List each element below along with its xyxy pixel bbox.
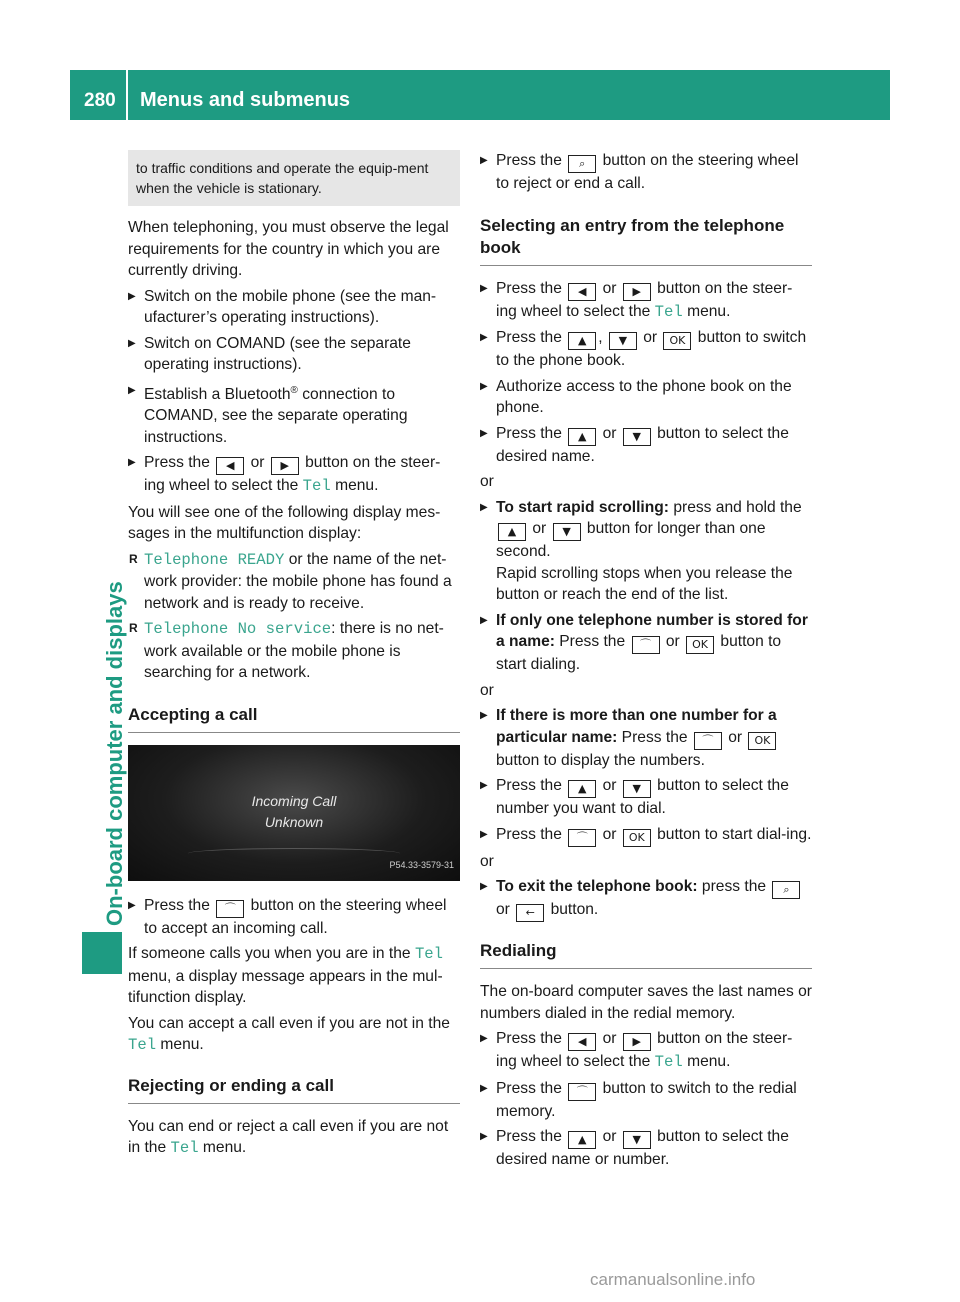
side-label-text: On-board computer and displays — [102, 581, 127, 926]
ok-icon: OK — [686, 636, 714, 654]
step-exit-phone-book: ▶ To exit the telephone book: press the ⌕ or ← button. — [480, 876, 812, 922]
step-reject-call: ▶ Press the ⌕ button on the steering wheel to reject or end a call. — [480, 150, 812, 195]
left-arrow-icon: ◀ — [216, 457, 244, 475]
notice-box: to traffic conditions and operate the equip-ment when the vehicle is stationary. — [128, 150, 460, 206]
incoming-call-screen — [128, 745, 460, 881]
right-arrow-icon: ▶ — [623, 1033, 651, 1051]
phone-icon: ⌒ — [694, 732, 722, 750]
section-title: Menus and submenus — [140, 89, 351, 111]
left-arrow-icon: ◀ — [568, 283, 596, 301]
step-pb-select-tel: ▶ Press the ◀ or ▶ button on the steer-ing wheel to select the Tel menu. — [480, 278, 812, 324]
side-label — [82, 548, 127, 926]
step-switch-phone: ▶ Switch on the mobile phone (see the man-ufacturer’s operating instructions). — [128, 286, 460, 329]
ok-icon: OK — [663, 332, 691, 350]
step-more-numbers: ▶ If there is more than one number for a particular name: Press the ⌒ or OK button to display the numbers. — [480, 705, 812, 771]
display-messages-text: You will see one of the following display mes-sages in the multifunction display: — [128, 503, 441, 543]
down-arrow-icon: ▼ — [553, 523, 581, 541]
screen-glow — [188, 848, 400, 859]
step-switch-phone-book: ▶ Press the ▲ , ▼ or OK button to switch to the phone book. — [480, 327, 812, 372]
step-select-number: ▶ Press the ▲ or ▼ button to select the number you want to dial. — [480, 775, 812, 820]
page-number: 280 — [84, 90, 116, 111]
step-switch-comand: ▶ Switch on COMAND (see the separate operating instructions). — [128, 333, 460, 376]
back-icon: ← — [516, 904, 544, 922]
step-rapid-scrolling: ▶ To start rapid scrolling: press and hold the ▲ or ▼ button for longer than one second. Rapid scrolling stops when you release the button or reach the end of the list. — [480, 497, 812, 606]
phone-icon: ⌒ — [568, 1083, 596, 1101]
bullet-no-service: R Telephone No service: there is no net-work available or the mobile phone is searching for a network. — [128, 618, 460, 684]
incoming-call-label: Incoming Call — [251, 792, 337, 809]
hangup-icon: ⌕ — [568, 155, 596, 173]
step-authorize: ▶ Authorize access to the phone book on the phone. — [480, 376, 812, 419]
caller-name-label: Unknown — [264, 813, 324, 830]
ok-icon: OK — [748, 732, 776, 750]
image-code: P54.33-3579-31 — [389, 860, 454, 871]
down-arrow-icon: ▼ — [623, 780, 651, 798]
right-column — [480, 150, 812, 1175]
step-select-name: ▶ Press the ▲ or ▼ button to select the desired name. — [480, 423, 812, 468]
phone-icon: ⌒ — [216, 900, 244, 918]
reject-text: You can end or reject a call even if you are not in the Tel menu. — [128, 1117, 449, 1158]
bullet-telephone-ready: R Telephone READY or the name of the net-work provider: the mobile phone has found a network and is ready to receive. — [128, 549, 460, 615]
heading-accepting-call: Accepting a call — [128, 704, 460, 733]
heading-phone-book: Selecting an entry from the telephone book — [480, 215, 812, 266]
intro-text: When telephoning, you must observe the legal requirements for the country in which you are currently driving. — [128, 219, 449, 279]
step-bluetooth: ▶ Establish a Bluetooth® connection to COMAND, see the separate operating instructions. — [128, 380, 460, 449]
hangup-icon: ⌕ — [772, 881, 800, 899]
step-one-number: ▶ If only one telephone number is stored for a name: Press the ⌒ or OK button to start dialing. — [480, 610, 812, 676]
down-arrow-icon: ▼ — [623, 1131, 651, 1149]
or-separator: or — [480, 473, 494, 490]
phone-icon: ⌒ — [568, 829, 596, 847]
down-arrow-icon: ▼ — [609, 332, 637, 350]
or-separator: or — [480, 681, 494, 699]
up-arrow-icon: ▲ — [568, 332, 596, 350]
step-accept-call: ▶ Press the ⌒ button on the steering wheel to accept an incoming call. — [128, 895, 460, 940]
redial-text: The on-board computer saves the last names or numbers dialed in the redial memory. — [480, 983, 812, 1022]
side-tab-marker — [82, 932, 122, 974]
heading-rejecting-call: Rejecting or ending a call — [128, 1075, 460, 1104]
step-start-dial: ▶ Press the ⌒ or OK button to start dial-ing. — [480, 824, 812, 847]
header-divider — [126, 70, 128, 120]
left-column — [128, 150, 460, 1164]
up-arrow-icon: ▲ — [568, 780, 596, 798]
or-separator: or — [480, 852, 494, 870]
up-arrow-icon: ▲ — [498, 523, 526, 541]
ok-icon: OK — [623, 829, 651, 847]
down-arrow-icon: ▼ — [623, 428, 651, 446]
watermark-link[interactable]: carmanualsonline.info — [590, 1270, 756, 1289]
up-arrow-icon: ▲ — [568, 428, 596, 446]
right-arrow-icon: ▶ — [623, 283, 651, 301]
left-arrow-icon: ◀ — [568, 1033, 596, 1051]
heading-redialing: Redialing — [480, 940, 812, 969]
step-redial-select-tel: ▶ Press the ◀ or ▶ button on the steer-ing wheel to select the Tel menu. — [480, 1028, 812, 1074]
right-arrow-icon: ▶ — [271, 457, 299, 475]
accept-any-text: You can accept a call even if you are not in the Tel menu. — [128, 1014, 450, 1055]
step-select-tel: ▶ Press the ◀ or ▶ button on the steer-ing wheel to select the Tel menu. — [128, 452, 460, 498]
phone-icon: ⌒ — [632, 636, 660, 654]
step-switch-redial: ▶ Press the ⌒ button to switch to the redial memory. — [480, 1078, 812, 1123]
up-arrow-icon: ▲ — [568, 1131, 596, 1149]
step-select-name-number: ▶ Press the ▲ or ▼ button to select the desired name or number. — [480, 1126, 812, 1171]
if-calls-text: If someone calls you when you are in the Tel menu, a display message appears in the mul-tifunction display. — [128, 945, 444, 1007]
